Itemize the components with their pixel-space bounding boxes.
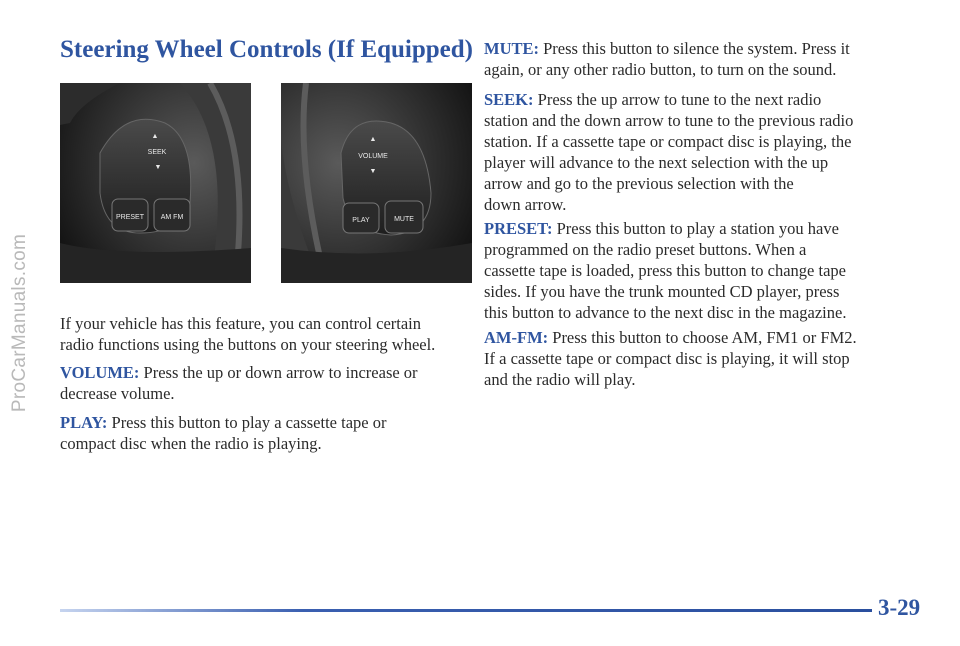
play-line-1: Press this button to play a cassette tape or [107, 413, 387, 432]
preset-term: PRESET: [484, 219, 553, 238]
preset-paragraph [484, 218, 934, 323]
seek-paragraph [484, 89, 934, 215]
volume-controls-photo [281, 83, 472, 283]
seek-label: SEEK [147, 149, 167, 156]
watermark [4, 0, 36, 646]
play-line-2: compact disc when the radio is playing. [60, 434, 322, 453]
play-button-label: PLAY [352, 217, 370, 224]
volume-line-2: decrease volume. [60, 384, 175, 403]
volume-paragraph [60, 362, 480, 404]
amfm-term: AM-FM: [484, 328, 549, 347]
mute-line-2: again, or any other radio button, to turn on the sound. [484, 60, 837, 79]
page-heading: Steering Wheel Controls (If Equipped) [60, 36, 474, 63]
volume-line-1: Press the up or down arrow to increase or [139, 363, 418, 382]
intro-line-1: If your vehicle has this feature, you can control certain [60, 314, 422, 333]
intro-line-2: radio functions using the buttons on your steering wheel. [60, 335, 436, 354]
preset-line-5: this button to advance to the next disc in the magazine. [484, 303, 847, 322]
amfm-line-3: and the radio will play. [484, 370, 636, 389]
seek-line-5: arrow and go to the previous selection with the [484, 174, 794, 193]
seek-line-2: station and the down arrow to tune to the previous radio [484, 111, 854, 130]
volume-down-arrow: ▼ [369, 168, 377, 175]
watermark-text: ProCarManuals.com [9, 233, 30, 413]
seek-line-3: station. If a cassette tape or compact disc is playing, the [484, 132, 852, 151]
preset-line-3: cassette tape is loaded, press this button to change tape [484, 261, 846, 280]
seek-down-arrow: ▼ [154, 164, 162, 171]
intro-paragraph [60, 313, 480, 355]
amfm-button-label: AM FM [160, 214, 184, 221]
preset-line-2: programmed on the radio preset buttons. When a [484, 240, 807, 259]
mute-paragraph [484, 38, 934, 80]
mute-button-label: MUTE [394, 216, 414, 223]
page-number: 3-29 [878, 595, 921, 620]
mute-term: MUTE: [484, 39, 539, 58]
amfm-line-1: Press this button to choose AM, FM1 or FM2. [548, 328, 857, 347]
preset-line-1: Press this button to play a station you have [552, 219, 839, 238]
seek-term: SEEK: [484, 90, 534, 109]
seek-line-4: player will advance to the next selection with the up [484, 153, 829, 172]
seek-line-1: Press the up arrow to tune to the next radio [533, 90, 822, 109]
footer-rule [60, 609, 872, 612]
mute-line-1: Press this button to silence the system. Press it [539, 39, 850, 58]
seek-up-arrow: ▲ [151, 133, 159, 140]
seek-controls-photo [60, 83, 251, 283]
volume-term: VOLUME: [60, 363, 140, 382]
volume-up-arrow: ▲ [369, 136, 377, 143]
volume-label: VOLUME [358, 153, 388, 160]
amfm-line-2: If a cassette tape or compact disc is playing, it will stop [484, 349, 850, 368]
preset-line-4: sides. If you have the trunk mounted CD player, press [484, 282, 840, 301]
amfm-paragraph [484, 327, 934, 390]
play-term: PLAY: [60, 413, 108, 432]
play-paragraph [60, 412, 480, 454]
seek-line-6: down arrow. [484, 195, 567, 214]
preset-button-label: PRESET [115, 214, 145, 221]
